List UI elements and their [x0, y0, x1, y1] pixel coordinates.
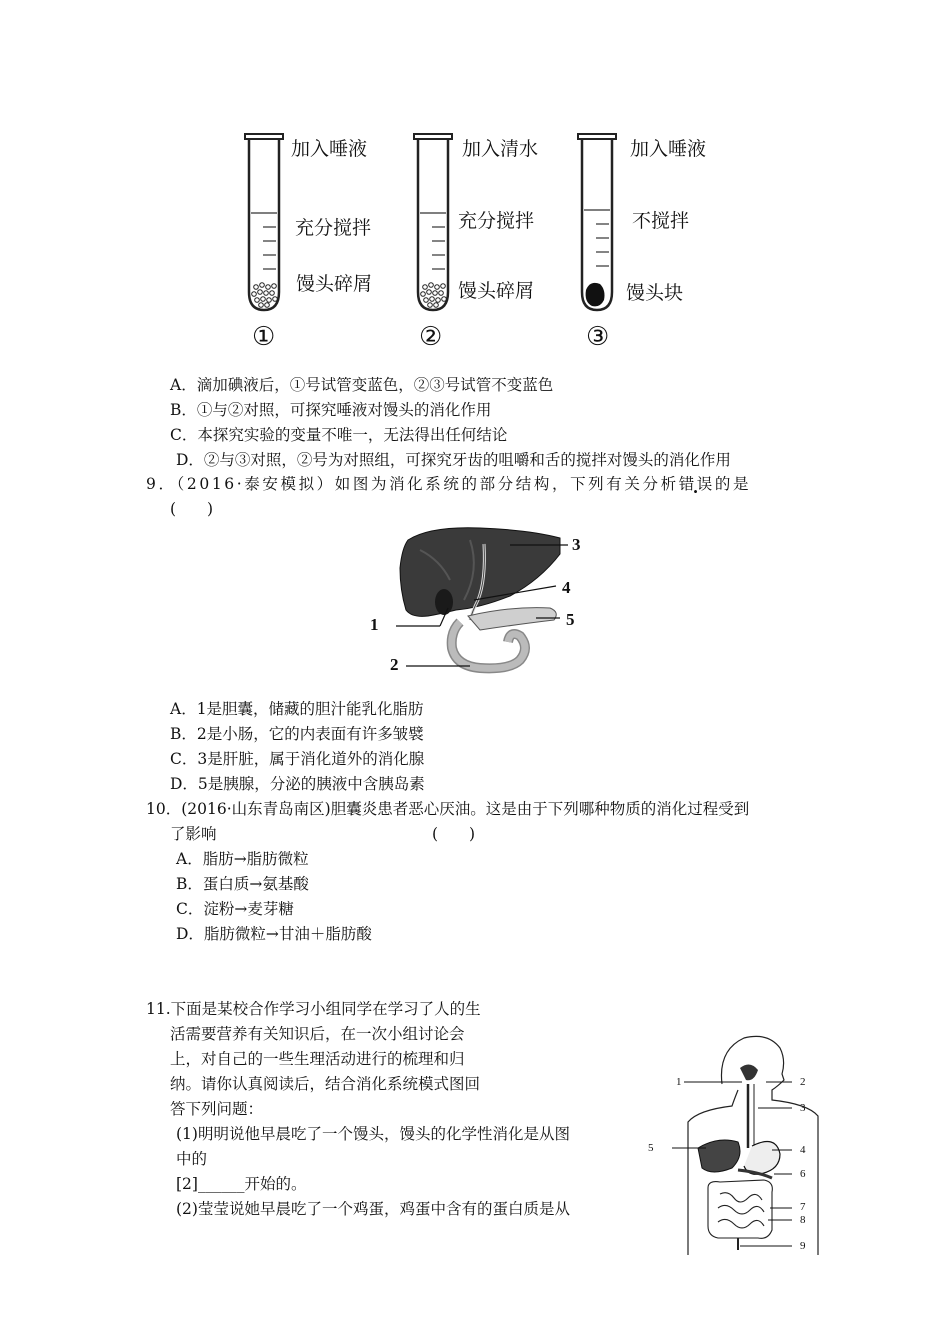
tube-1-mid-label: 充分搅拌	[295, 217, 372, 239]
test-tube-drawing	[0, 0, 950, 370]
tube-1-number: ①	[252, 322, 276, 352]
q9-fig-label-4: 4	[562, 578, 571, 597]
tube-3-top-label: 加入唾液	[630, 138, 707, 160]
tube-2-mid-label: 充分搅拌	[458, 210, 535, 232]
tube-2-top-label: 加入清水	[462, 138, 539, 160]
q10-option-b: B．蛋白质→氨基酸	[176, 875, 309, 893]
q11-fig-label-8: 8	[800, 1214, 806, 1226]
q8-option-c: C．本探究实验的变量不唯一，无法得出任何结论	[170, 426, 508, 444]
q9-stem: 9．（2016·泰安模拟）如图为消化系统的部分结构，下列有关分析错误的是	[146, 475, 752, 493]
q9-fig-label-1: 1	[370, 615, 379, 634]
q11-stem-line-5: 答下列问题：	[170, 1100, 264, 1118]
q9-fig-label-5: 5	[566, 610, 575, 629]
tube-3-number: ③	[586, 322, 610, 352]
q10-stem-line-2: 了影响	[170, 825, 217, 843]
q11-fig-label-7: 7	[800, 1201, 806, 1213]
q11-sub1-line-2: 中的	[176, 1150, 208, 1168]
tube-3-icon	[578, 134, 616, 310]
q11-fig-label-6: 6	[800, 1168, 806, 1180]
q10-option-c: C．淀粉→麦芽糖	[176, 900, 294, 918]
q10-stem-line-1: 10．(2016·山东青岛南区)胆囊炎患者恶心厌油。这是由于下列哪种物质的消化过程受到	[146, 800, 750, 818]
q11-sub1-line-3: [2]______开始的。	[176, 1175, 307, 1193]
test-tube-figure	[0, 0, 950, 370]
q8-option-d: D．②与③对照，②号为对照组，可探究牙齿的咀嚼和舌的搅拌对馒头的消化作用	[176, 451, 731, 469]
q11-fig-label-9: 9	[800, 1240, 806, 1252]
q8-option-b: B．①与②对照，可探究唾液对馒头的消化作用	[170, 401, 492, 419]
q11-sub1-line-1: (1)明明说他早晨吃了一个馒头，馒头的化学性消化是从图	[176, 1125, 570, 1143]
q9-option-b: B．2是小肠，它的内表面有许多皱襞	[170, 725, 424, 743]
q8-option-a: A．滴加碘液后，①号试管变蓝色，②③号试管不变蓝色	[170, 376, 554, 394]
q11-stem-line-3: 上，对自己的一些生理活动进行的梳理和归	[170, 1050, 465, 1068]
q11-sub2-line-1: (2)莹莹说她早晨吃了一个鸡蛋，鸡蛋中含有的蛋白质是从	[176, 1200, 570, 1218]
tube-2-number: ②	[419, 322, 443, 352]
q11-fig-label-1: 1	[676, 1076, 682, 1088]
tube-2-icon	[414, 134, 452, 310]
q10-answer-paren: ( )	[432, 825, 476, 843]
tube-3-bottom-label: 馒头块	[626, 282, 684, 304]
tube-3-mid-label: 不搅拌	[632, 210, 690, 232]
q9-answer-paren: ( )	[170, 500, 214, 518]
q11-stem-line-1: 11.下面是某校合作学习小组同学在学习了人的生	[146, 1000, 481, 1018]
tube-1-top-label: 加入唾液	[291, 138, 368, 160]
tube-1-icon	[245, 134, 283, 310]
digestive-organs-figure	[360, 520, 640, 690]
q10-option-a: A．脂肪→脂肪微粒	[176, 850, 309, 868]
q9-option-d: D．5是胰腺，分泌的胰液中含胰岛素	[170, 775, 425, 793]
tube-2-bottom-label: 馒头碎屑	[458, 280, 535, 302]
q11-stem-line-2: 活需要营养有关知识后，在一次小组讨论会	[170, 1025, 465, 1043]
q9-option-c: C．3是肝脏，属于消化道外的消化腺	[170, 750, 425, 768]
q11-fig-label-3: 3	[800, 1102, 806, 1114]
tube-1-bottom-label: 馒头碎屑	[296, 273, 373, 295]
q11-fig-label-4: 4	[800, 1144, 806, 1156]
q9-option-a: A．1是胆囊，储藏的胆汁能乳化脂肪	[170, 700, 424, 718]
q11-stem-line-4: 纳。请你认真阅读后，结合消化系统模式图回	[170, 1075, 481, 1093]
digestive-system-figure	[668, 1030, 848, 1255]
q10-option-d: D．脂肪微粒→甘油＋脂肪酸	[176, 925, 372, 943]
q9-fig-label-3: 3	[572, 535, 581, 554]
q9-stem-emphasis: 错误	[678, 475, 715, 493]
q9-fig-label-2: 2	[390, 655, 399, 674]
q11-fig-label-2: 2	[800, 1076, 806, 1088]
q11-fig-label-5: 5	[648, 1142, 654, 1154]
